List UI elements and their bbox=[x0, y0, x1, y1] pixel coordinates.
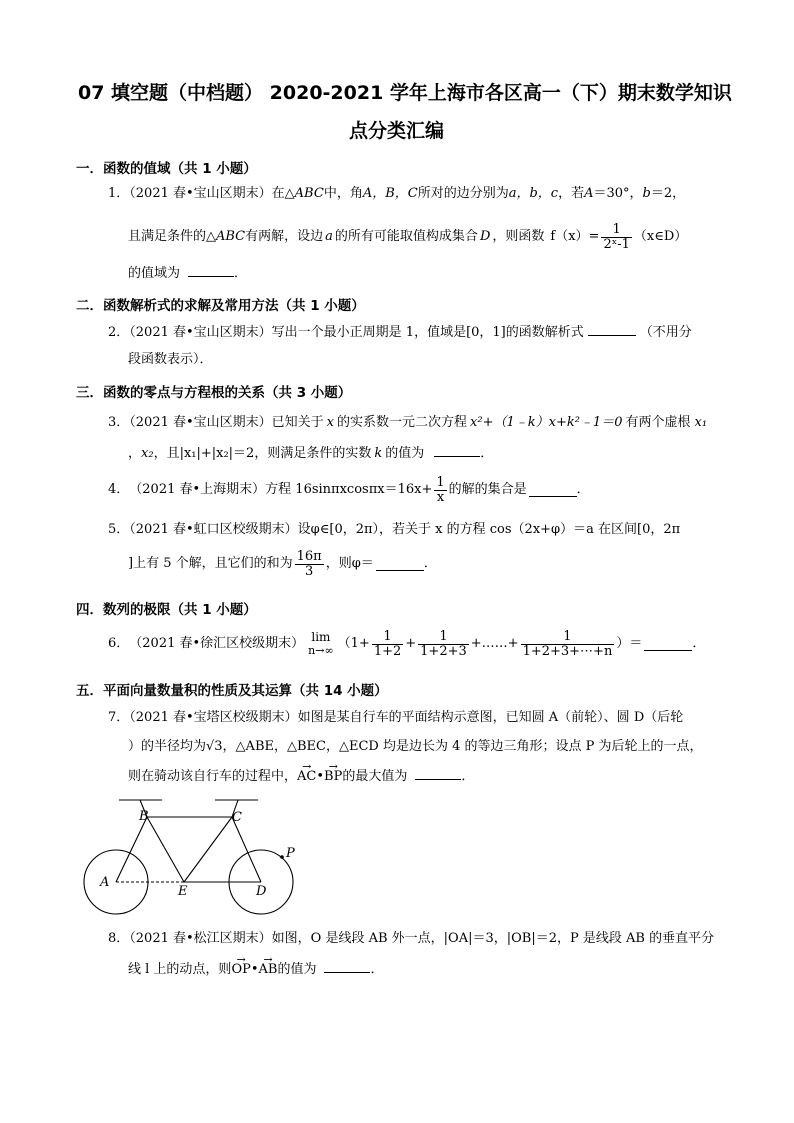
answer-blank[interactable] bbox=[434, 444, 480, 457]
text: A bbox=[584, 186, 594, 201]
text: a，b，c bbox=[508, 186, 559, 201]
text: ABC bbox=[294, 186, 324, 201]
text: ABC bbox=[216, 229, 246, 244]
question-6: 6． （2021 春•徐汇区校级期末） lim n→∞ （1+ $\frac{1}{1+2}$ + $\frac{1}{1+2+3}$ +……+ $\frac{1}{1+2+3+\cdots+n}$ ）＝ ． bbox=[108, 628, 706, 659]
fraction: $\frac{1}{\text{2ˣ-1}}$ bbox=[603, 221, 630, 252]
question-number: 7． bbox=[108, 710, 130, 725]
fraction: $\frac{16\pi}{3}$ bbox=[296, 548, 322, 579]
question-7-line2: ）的半径均为√3，△ABE，△BEC，△ECD 均是边长为 4 的等边三角形；设点 P 为后轮上的一点， bbox=[128, 739, 703, 754]
question-source: （2021 春•宝山区期末） bbox=[129, 186, 272, 201]
answer-blank[interactable] bbox=[415, 767, 461, 780]
text: （2021 春•虹口区校级期末）设φ∈[0，2π），若关于 x 的方程 cos（2x+φ）＝a 在区间[0，2π bbox=[129, 522, 681, 537]
text: D bbox=[479, 229, 491, 244]
text: ＝2， bbox=[650, 186, 686, 201]
text: 的值为 bbox=[277, 962, 317, 977]
question-3-line2: ，x₂，且|x₁|+|x₂|＝2，则满足条件的实数 k 的值为 ． bbox=[128, 446, 494, 461]
fraction: $\frac{1}{1+2+3+\cdots+n}$ bbox=[522, 628, 613, 659]
text: （2021 春•上海期末）方程 16sinπxcosπx＝16x+ bbox=[129, 482, 433, 497]
text: 中，角 bbox=[323, 186, 363, 201]
text: 有两个虚根 bbox=[625, 415, 691, 430]
question-5-line1 bbox=[108, 521, 680, 539]
text: ，且|x₁|+|x₂|＝2，则满足条件的实数 bbox=[153, 446, 372, 461]
text: （2021 春•宝山区期末）写出一个最小正周期是 1，值域是[0，1]的函数解析式 bbox=[129, 325, 584, 340]
text: 的所有可能取值构成集合 bbox=[334, 229, 478, 244]
text: A，B，C bbox=[362, 186, 418, 201]
answer-blank[interactable] bbox=[324, 960, 370, 973]
text: ，则φ＝ bbox=[325, 556, 374, 571]
section-heading: 四．数列的极限（共 1 小题） bbox=[76, 602, 257, 618]
fraction: $\frac{1}{x}$ bbox=[436, 474, 445, 505]
section-heading: 一．函数的值域（共 1 小题） bbox=[76, 161, 257, 177]
answer-blank[interactable] bbox=[188, 264, 234, 277]
question-7-line3: 则在骑动该自行车的过程中，→ AC•→ BP的最大值为 ． bbox=[128, 767, 474, 786]
label-P: P bbox=[286, 846, 295, 861]
question-source: （2021 春•徐汇区校级期末） bbox=[129, 636, 305, 651]
fraction: $\frac{1}{1+2+3}$ bbox=[420, 628, 467, 659]
question-2-line1 bbox=[108, 323, 692, 342]
text: a bbox=[325, 229, 333, 244]
answer-blank[interactable] bbox=[376, 558, 424, 571]
text: k bbox=[374, 446, 383, 461]
label-E: E bbox=[178, 884, 188, 899]
text: ， bbox=[128, 446, 142, 461]
label-D: D bbox=[256, 884, 267, 899]
text: 所对的边分别为 bbox=[417, 186, 509, 201]
label-C: C bbox=[232, 810, 242, 825]
point-P bbox=[280, 855, 284, 859]
question-1-line1 bbox=[108, 185, 685, 203]
frame-line-CD bbox=[232, 817, 261, 882]
question-8-line2: 线 l 上的动点，则→ OP•→ AB的值为 ． bbox=[128, 960, 384, 979]
question-number: 4． bbox=[108, 482, 130, 497]
answer-blank[interactable] bbox=[644, 638, 692, 651]
text: 有两解，设边 bbox=[245, 229, 324, 244]
text: 的值域为 bbox=[128, 266, 181, 281]
text: + bbox=[405, 636, 417, 651]
text: 在△ bbox=[271, 186, 295, 201]
text: x₁ bbox=[694, 415, 708, 430]
question-number: 8． bbox=[108, 931, 130, 946]
text: ]上有 5 个解，且它们的和为 bbox=[128, 556, 293, 571]
section-heading: 二．函数解析式的求解及常用方法（共 1 小题） bbox=[76, 298, 365, 314]
text: （2021 春•松江区期末）如图，O 是线段 AB 外一点，|OA|＝3，|OB|＝2，P 是线段 AB 的垂直平分 bbox=[129, 931, 715, 946]
text: x bbox=[326, 415, 335, 430]
page-title: 07 填空题（中档题） 2020-2021 学年上海市各区高一（下）期末数学知识 bbox=[78, 82, 732, 104]
text: 的解的集合是 bbox=[448, 482, 527, 497]
text: 则在骑动该自行车的过程中， bbox=[128, 769, 298, 784]
question-number: 3． bbox=[108, 415, 130, 430]
question-1-line3: 的值域为 ． bbox=[128, 266, 248, 281]
text: 线 l 上的动点，则 bbox=[128, 962, 232, 977]
vector: → AC bbox=[297, 768, 316, 786]
text: f（x）= bbox=[550, 229, 600, 244]
text: ，若 bbox=[558, 186, 585, 201]
question-number: 1． bbox=[108, 186, 130, 201]
section-heading: 五．平面向量数量积的性质及其运算（共 14 小题） bbox=[76, 683, 388, 699]
text: 的值为 bbox=[385, 446, 425, 461]
text: +……+ bbox=[470, 636, 519, 651]
page-title-line2: 点分类汇编 bbox=[349, 120, 445, 142]
question-number: 6． bbox=[108, 636, 130, 651]
text: 的最大值为 bbox=[342, 769, 408, 784]
question-7-line1 bbox=[108, 709, 683, 727]
frame-line-BE bbox=[147, 817, 184, 882]
question-4: 4． （2021 春•上海期末）方程 16sinπxcosπx＝16x+ $\frac{1}{x}$ 的解的集合是 ． bbox=[108, 474, 590, 505]
text: ，则函数 bbox=[492, 229, 545, 244]
vector: → BP bbox=[324, 768, 342, 786]
question-number: 5． bbox=[108, 522, 130, 537]
text: （2021 春•宝山区期末）已知关于 bbox=[129, 415, 324, 430]
limit: lim n→∞ bbox=[308, 630, 334, 657]
text: 的实系数一元二次方程 bbox=[337, 415, 468, 430]
text: x₂ bbox=[141, 446, 154, 461]
label-B: B bbox=[139, 809, 149, 824]
fork-line-AB bbox=[116, 817, 147, 882]
bicycle-diagram bbox=[70, 795, 310, 920]
question-5-line2: ]上有 5 个解，且它们的和为 $\frac{16\pi}{3}$ ，则φ＝ ． bbox=[128, 548, 437, 579]
answer-blank[interactable] bbox=[588, 323, 636, 336]
vector: → AB bbox=[259, 961, 278, 979]
text: （1+ bbox=[337, 636, 370, 651]
label-A: A bbox=[100, 875, 110, 890]
text: 且满足条件的△ bbox=[128, 229, 216, 244]
answer-blank[interactable] bbox=[529, 484, 577, 497]
question-1-line2 bbox=[128, 219, 687, 255]
frame-line-EC bbox=[184, 817, 232, 882]
question-3-line1 bbox=[108, 414, 707, 432]
text: ）＝ bbox=[616, 636, 643, 651]
fraction: $\frac{1}{1+2}$ bbox=[373, 628, 402, 659]
equation: x²+（1﹣k）x+k²﹣1＝0 bbox=[470, 415, 623, 430]
text: b bbox=[642, 186, 651, 201]
section-heading: 三．函数的零点与方程根的关系（共 3 小题） bbox=[76, 385, 352, 401]
vector: → OP bbox=[231, 961, 250, 979]
text: （2021 春•宝塔区校级期末）如图是某自行车的平面结构示意图，已知圆 A（前轮）、圆 D（后轮 bbox=[129, 710, 684, 725]
question-number: 2． bbox=[108, 325, 130, 340]
text: （不用分 bbox=[639, 325, 692, 340]
question-8-line1 bbox=[108, 930, 714, 948]
question-2-line2: 段函数表示）． bbox=[128, 352, 213, 367]
text: ＝30°， bbox=[593, 186, 643, 201]
text: （x∈D） bbox=[633, 229, 688, 244]
